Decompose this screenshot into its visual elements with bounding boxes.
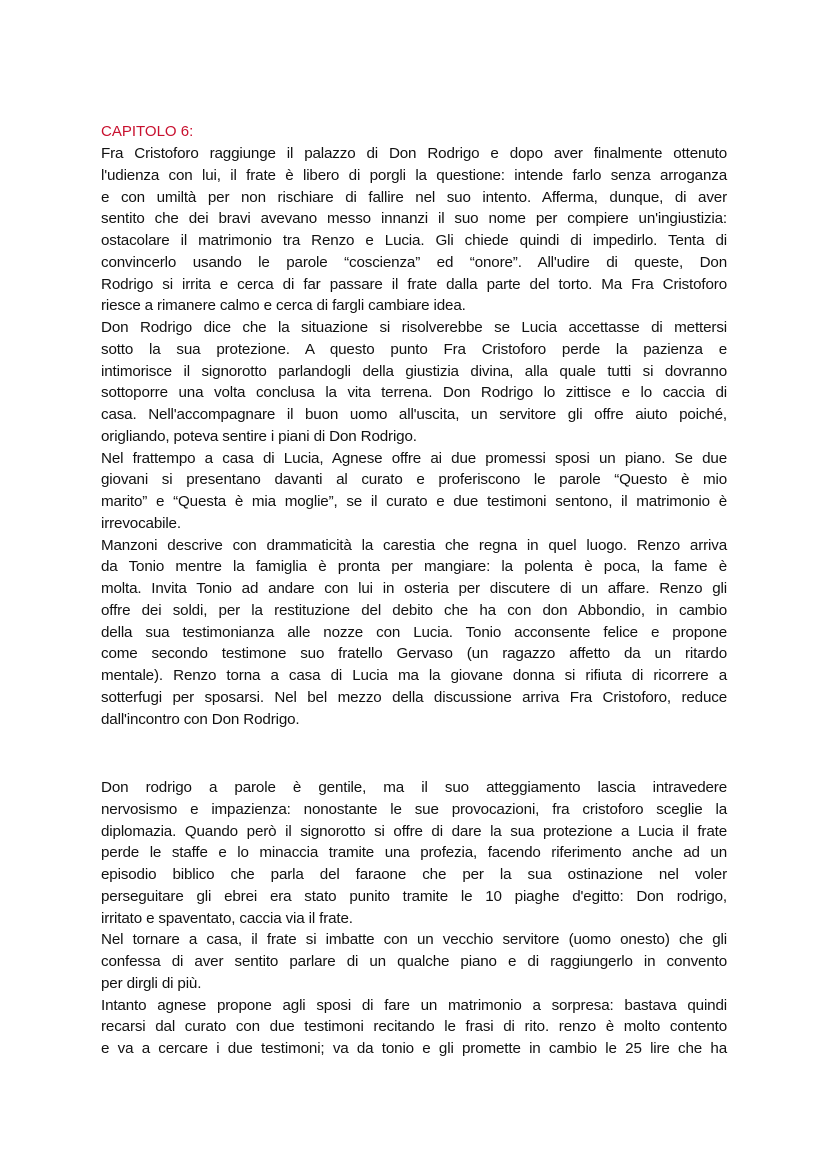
text-line: e con umiltà per non rischiare di fallire nel suo intento. Afferma, dunque, di aver bbox=[101, 188, 727, 206]
text-line: episodio biblico che parla del faraone che per la sua ostinazione nel voler bbox=[101, 866, 727, 883]
text-line: Don rodrigo a parole è gentile, ma il suo atteggiamento lascia intravedere bbox=[101, 779, 727, 796]
text-line: mentale). Renzo torna a casa di Lucia ma la giovane donna si rifiuta di ricorrere a bbox=[101, 667, 727, 684]
text-line: Don Rodrigo dice che la situazione si risolverebbe se Lucia accettasse di mettersi bbox=[101, 319, 727, 336]
text-line: nervosismo e impazienza: nonostante le sue provocazioni, fra cristoforo sceglie la bbox=[101, 800, 727, 818]
paragraph bbox=[101, 995, 727, 1060]
text-line: l'udienza con lui, il frate è libero di porgli la questione: intende farlo senza arroganza bbox=[101, 166, 727, 184]
text-line: irrevocabile. bbox=[101, 514, 181, 532]
text-line: origliando, poteva sentire i piani di Don Rodrigo. bbox=[101, 427, 417, 445]
text-line: Fra Cristoforo raggiunge il palazzo di Don Rodrigo e dopo aver finalmente ottenuto bbox=[101, 145, 727, 162]
paragraph bbox=[101, 317, 727, 448]
paragraph bbox=[101, 448, 727, 535]
text-line: Manzoni descrive con drammaticità la carestia che regna in quel luogo. Renzo arriva bbox=[101, 536, 727, 554]
paragraph bbox=[101, 929, 727, 994]
text-line: molta. Invita Tonio ad andare con lui in osteria per discutere di un affare. Renzo gli bbox=[101, 580, 727, 597]
notes-section bbox=[101, 777, 727, 1060]
text-line: recarsi dal curato con due testimoni recitando le frasi di rito. renzo è molto contento bbox=[101, 1018, 727, 1036]
text-line: marito” e “Questa è mia moglie”, se il curato e due testimoni sentono, il matrimonio è bbox=[101, 493, 727, 510]
paragraph bbox=[101, 777, 727, 929]
paragraph bbox=[101, 143, 727, 317]
text-line: perseguitare gli ebrei era stato punito tramite le 10 piaghe d'egitto: Don rodrigo, bbox=[101, 887, 727, 905]
text-line: per dirgli di più. bbox=[101, 974, 202, 992]
text-line: sottoporre una volta conclusa la vita terrena. Don Rodrigo lo zittisce e lo caccia di bbox=[101, 384, 727, 402]
text-line: diplomazia. Quando però il signorotto si offre di dare la sua protezione a Lucia il frate bbox=[101, 822, 727, 840]
text-line: e va a cercare i due testimoni; va da tonio e gli promette in cambio le 25 lire che ha bbox=[101, 1040, 727, 1057]
text-line: Nel tornare a casa, il frate si imbatte con un vecchio servitore (uomo onesto) che gli bbox=[101, 931, 727, 949]
text-line: ostacolare il matrimonio tra Renzo e Lucia. Gli chiede quindi di impedirlo. Tenta di bbox=[101, 232, 727, 249]
text-line: Nel frattempo a casa di Lucia, Agnese offre ai due promessi sposi un piano. Se due bbox=[101, 449, 727, 467]
text-line: dall'incontro con Don Rodrigo. bbox=[101, 710, 300, 728]
text-line: Rodrigo si irrita e cerca di far passare il frate dalla parte del torto. Ma Fra Cristoforo bbox=[101, 275, 727, 293]
text-line: giovani si presentano davanti al curato e proferiscono le parole “Questo è mio bbox=[101, 471, 727, 489]
text-line: intimorisce il signorotto parlandogli della giustizia divina, alla quale tutti si dovranno bbox=[101, 362, 727, 380]
text-line: confessa di aver sentito parlare di un qualche piano e di raggiungerlo in convento bbox=[101, 953, 727, 970]
text-line: perde le staffe e lo minaccia tramite una profezia, facendo riferimento anche ad un bbox=[101, 844, 727, 862]
text-line: sentito che dei bravi avevano messo innanzi il suo nome per compiere un'ingiustizia: bbox=[101, 210, 727, 228]
paragraph bbox=[101, 535, 727, 731]
text-line: convincerlo usando le parole “coscienza” ed “onore”. All'udire di queste, Don bbox=[101, 253, 727, 271]
text-line: offre dei soldi, per la restituzione del debito che ha con don Abbondio, in cambio bbox=[101, 601, 727, 619]
chapter-title: CAPITOLO 6: bbox=[101, 123, 194, 140]
text-line: sotto la sua protezione. A questo punto Fra Cristoforo perde la pazienza e bbox=[101, 340, 727, 358]
text-line: Intanto agnese propone agli sposi di fare un matrimonio a sorpresa: bastava quindi bbox=[101, 996, 727, 1014]
text-line: irritato e spaventato, caccia via il frate. bbox=[101, 909, 353, 927]
text-line: da Tonio mentre la famiglia è pronta per mangiare: la polenta è poca, la fame è bbox=[101, 558, 727, 576]
text-line: come secondo testimone suo fratello Gervaso (un ragazzo affetto da un ritardo bbox=[101, 645, 727, 663]
summary-section bbox=[101, 143, 727, 730]
text-line: casa. Nell'accompagnare il buon uomo all'uscita, un servitore gli offre aiuto poiché, bbox=[101, 406, 727, 423]
text-line: riesce a rimanere calmo e cerca di fargli cambiare idea. bbox=[101, 297, 466, 315]
text-line: sotterfugi per sposarsi. Nel bel mezzo della discussione arriva Fra Cristoforo, reduce bbox=[101, 688, 727, 706]
text-line: della sua testimonianza alle nozze con Lucia. Tonio acconsente felice e propone bbox=[101, 623, 727, 641]
